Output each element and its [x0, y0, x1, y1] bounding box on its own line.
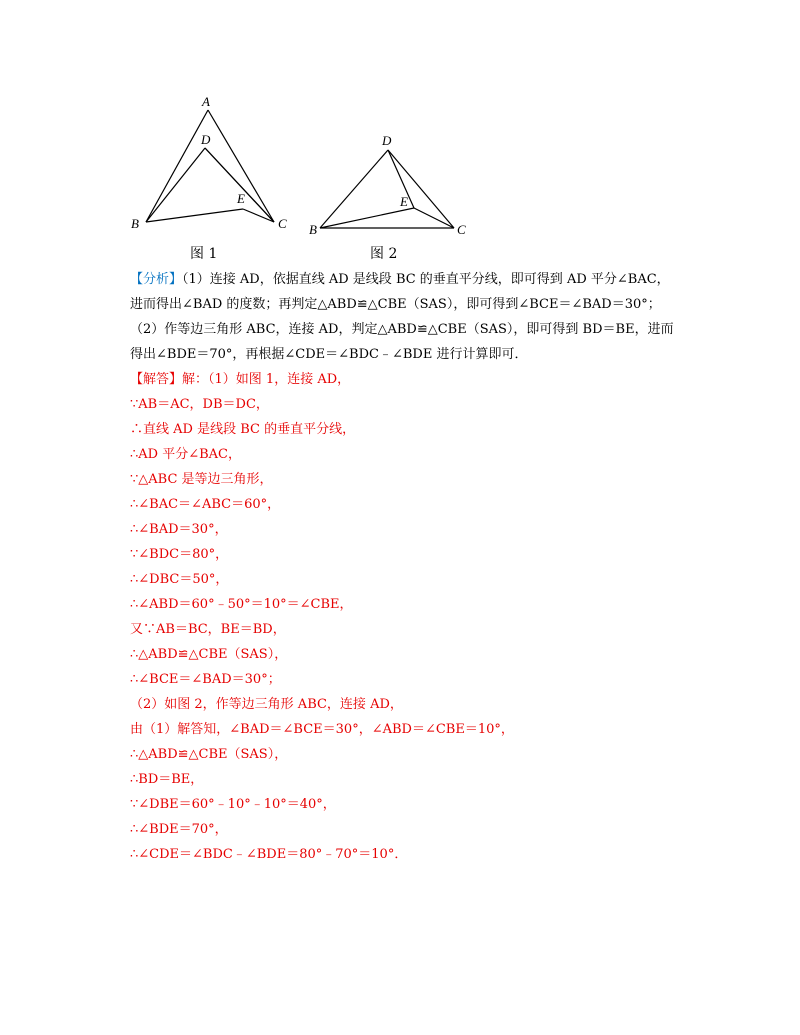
solution-line: （2）如图 2，作等边三角形 ABC，连接 AD， — [130, 697, 403, 712]
figure-1-caption: 图 1 — [190, 246, 218, 262]
fig1-label-b: B — [131, 216, 139, 231]
solution-line: ∴△ABD≌△CBE（SAS）， — [130, 647, 288, 662]
solution-line: 由（1）解答知，∠BAD＝∠BCE＝30°，∠ABD＝∠CBE＝10°， — [130, 722, 514, 737]
fig1-label-e: E — [237, 191, 245, 206]
solution-line: ∴∠DBC＝50°， — [130, 572, 229, 587]
analysis-text-1: （1）连接 AD，依据直线 AD 是线段 BC 的垂直平分线，即可得到 AD 平分∠BAC， — [182, 272, 670, 287]
solution-line: ∴∠BAC＝∠ABC＝60°， — [130, 497, 281, 512]
solution-line: ∴∠CDE＝∠BDC﹣∠BDE＝80°﹣70°＝10°． — [130, 847, 408, 862]
solution-first-line — [130, 372, 350, 388]
solution-line: ∵∠DBE＝60°﹣10°﹣10°＝40°， — [130, 797, 336, 812]
analysis-line-2: 进而得出∠BAD 的度数；再判定△ABD≌△CBE（SAS），即可得到∠BCE＝∠BAD＝30°； — [130, 297, 661, 312]
fig2-label-e: E — [400, 194, 408, 209]
fig2-label-d: D — [382, 133, 392, 148]
figure-1 — [0, 0, 800, 270]
fig1-label-a: A — [202, 94, 210, 109]
analysis-line-4: 得出∠BDE＝70°，再根据∠CDE＝∠BDC﹣∠BDE 进行计算即可． — [130, 347, 528, 362]
solution-line: ∴BD＝BE， — [130, 772, 204, 787]
solution-line: ∴∠BCE＝∠BAD＝30°； — [130, 672, 281, 687]
figure-area — [0, 0, 800, 270]
solution-line: ∴∠ABD＝60°﹣50°＝10°＝∠CBE， — [130, 597, 353, 612]
solution-line: ∴AD 平分∠BAC， — [130, 447, 241, 462]
solution-line: ∵△ABC 是等边三角形， — [130, 472, 273, 487]
fig2-label-b: B — [309, 222, 317, 237]
solution-line: ∵AB＝AC，DB＝DC， — [130, 397, 269, 412]
solution-line: ∴直线 AD 是线段 BC 的垂直平分线， — [130, 422, 356, 437]
analysis-line-3: （2）作等边三角形 ABC，连接 AD，判定△ABD≌△CBE（SAS），即可得到 BD＝BE，进而 — [130, 322, 674, 337]
solution-line: ∴∠BDE＝70°， — [130, 822, 228, 837]
solution-tag: 【解答】 — [130, 372, 183, 387]
solution-line: ∵∠BDC＝80°， — [130, 547, 229, 562]
fig1-label-c: C — [278, 216, 287, 231]
solution-line: 又∵AB＝BC，BE＝BD， — [130, 622, 286, 637]
solution-line: ∴∠BAD＝30°， — [130, 522, 228, 537]
fig1-label-d: D — [201, 132, 211, 147]
solution-first-text: 解：（1）如图 1，连接 AD， — [182, 372, 351, 387]
figure-2-caption: 图 2 — [370, 246, 398, 262]
analysis-tag: 【分析】 — [130, 272, 183, 287]
fig2-label-c: C — [457, 222, 466, 237]
solution-line: ∴△ABD≌△CBE（SAS）， — [130, 747, 288, 762]
analysis-line-1 — [130, 272, 670, 288]
